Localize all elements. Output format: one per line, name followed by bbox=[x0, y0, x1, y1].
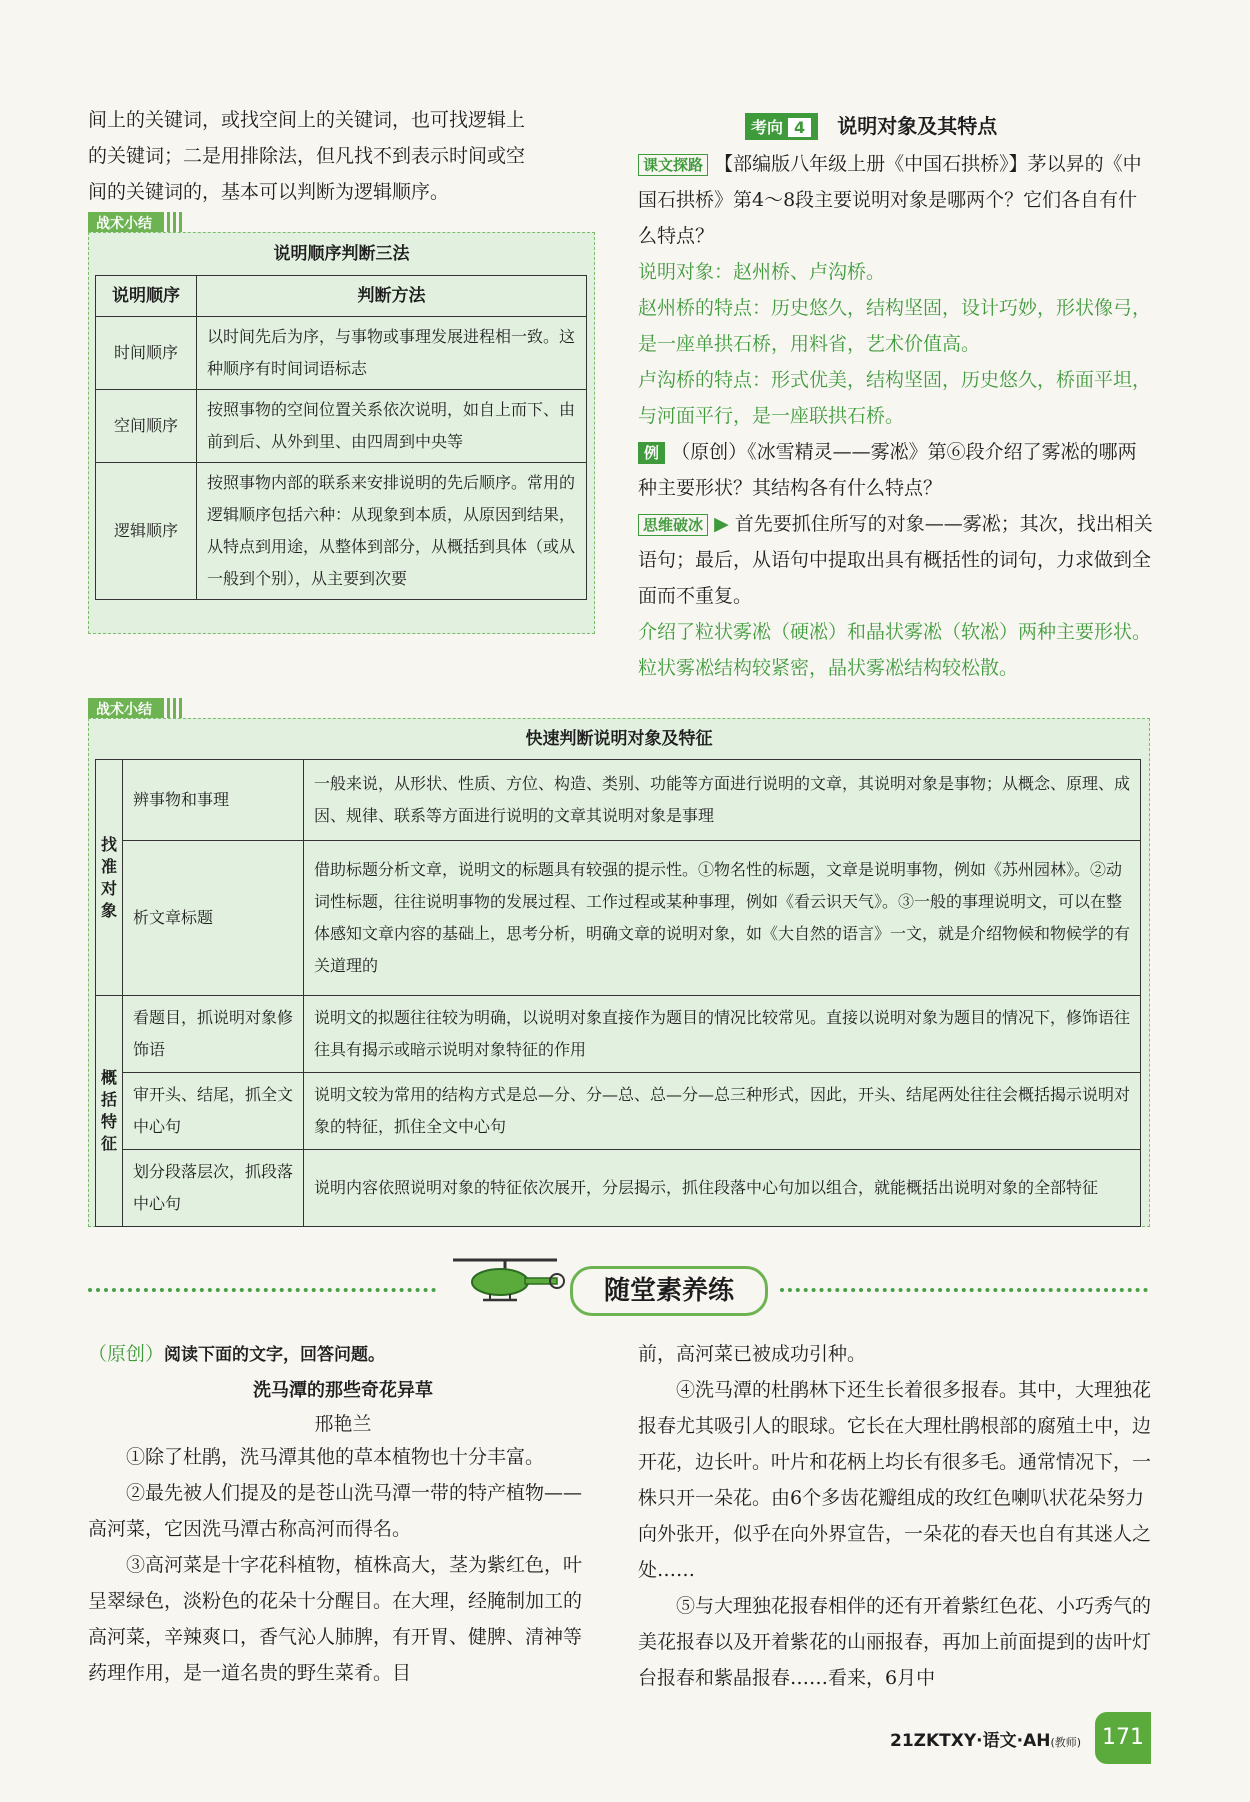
example-label: 例 bbox=[638, 442, 665, 464]
order-method: 以时间先后为序，与事物或事理发展进程相一致。这种顺序有时间词语标志 bbox=[197, 317, 587, 390]
row-name: 析文章标题 bbox=[123, 841, 304, 996]
page-number: 171 bbox=[1095, 1712, 1151, 1764]
summary2-tag: 战术小结 bbox=[88, 698, 182, 720]
answer-line: 卢沟桥的特点：形式优美，结构坚固，历史悠久，桥面平坦，与河面平行，是一座联拱石桥。 bbox=[638, 369, 1152, 427]
question: 课文探路 【部编版八年级上册《中国石拱桥》】茅以昇的《中国石拱桥》第4～8段主要说明对象是哪两个？它们各自有什么特点？ bbox=[638, 153, 1142, 247]
summary1-title: 说明顺序判断三法 bbox=[273, 244, 410, 264]
summary1-tag: 战术小结 bbox=[88, 212, 182, 234]
table-row bbox=[96, 841, 1141, 996]
divider-right bbox=[780, 1288, 1148, 1292]
summary2-box bbox=[88, 718, 1150, 1227]
group-label: 概括特征 bbox=[96, 996, 123, 1227]
paragraph: 前，高河菜已被成功引种。 bbox=[638, 1343, 867, 1365]
example: 例 （原创）《冰雪精灵——雾凇》第⑥段介绍了雾凇的哪两种主要形状？其结构各有什么特点？ bbox=[638, 441, 1137, 499]
text-line: 间上的关键词，或找空间上的关键词，也可找逻辑上 bbox=[88, 109, 526, 131]
table-row bbox=[96, 390, 587, 463]
row-desc: 一般来说，从形状、性质、方位、构造、类别、功能等方面进行说明的文章，其说明对象是事物；从概念、原理、成因、规律、联系等方面进行说明的文章其说明对象是事理 bbox=[304, 760, 1141, 841]
practice-left bbox=[88, 1336, 598, 1691]
row-desc: 说明文较为常用的结构方式是总—分、分—总、总—分—总三种形式，因此，开头、结尾两处往往会概括揭示说明对象的特征，抓住全文中心句 bbox=[304, 1073, 1141, 1150]
group-label: 找准对象 bbox=[96, 760, 123, 996]
summary1-box bbox=[88, 232, 595, 634]
kaoxiang-title: 说明对象及其特点 bbox=[837, 114, 998, 138]
paragraph: ①除了杜鹃，洗马潭其他的草本植物也十分丰富。 bbox=[126, 1446, 545, 1468]
row-desc: 借助标题分析文章，说明文的标题具有较强的提示性。①物名性的标题，文章是说明事物，例如《苏州园林》。②动词性标题，往往说明事物的发展过程、工作过程或某种事理，例如《看云识天气》。③一般的事理说明文，可以在整体感知文章内容的基础上，思考分析，明确文章的说明对象，如《大自然的语言》一文，就是介绍物候和物候学的有关道理的 bbox=[304, 841, 1141, 996]
table-row bbox=[96, 317, 587, 390]
article-title: 洗马潭的那些奇花异草 bbox=[253, 1380, 433, 1401]
table-row bbox=[96, 1150, 1141, 1227]
paragraph: ③高河菜是十字花科植物，植株高大，茎为紫红色，叶呈翠绿色，淡粉色的花朵十分醒目。在大理，经腌制加工的高河菜，辛辣爽口，香气沁人肺脾，有开胃、健脾、清神等药理作用，是一道名贵的野生菜肴。目 bbox=[88, 1554, 583, 1684]
table-row bbox=[96, 996, 1141, 1073]
example-answer: 介绍了粒状雾凇（硬凇）和晶状雾凇（软凇）两种主要形状。粒状雾凇结构较紧密，晶状雾凇结构较松散。 bbox=[638, 621, 1152, 679]
order-method: 按照事物的空间位置关系依次说明，如自上而下、由前到后、从外到里、由四周到中央等 bbox=[197, 390, 587, 463]
paragraph: ②最先被人们提及的是苍山洗马潭一带的特产植物——高河菜，它因洗马潭古称高河而得名。 bbox=[88, 1482, 583, 1540]
table-header: 判断方法 bbox=[197, 276, 587, 317]
table-row bbox=[96, 463, 587, 600]
row-name: 划分段落层次，抓段落中心句 bbox=[123, 1150, 304, 1227]
row-desc: 说明内容依照说明对象的特征依次展开，分层揭示，抓住段落中心句加以组合，就能概括出说明对象的全部特征 bbox=[304, 1150, 1141, 1227]
summary1-table bbox=[95, 275, 587, 600]
left-top-text bbox=[88, 102, 598, 210]
answer-line: 赵州桥的特点：历史悠久，结构坚固，设计巧妙，形状像弓，是一座单拱石桥，用料省，艺术价值高。 bbox=[638, 297, 1152, 355]
divider-left bbox=[88, 1288, 436, 1292]
paragraph: ⑤与大理独花报春相伴的还有开着紫红色花、小巧秀气的美花报春以及开着紫花的山丽报春，再加上前面提到的齿叶灯台报春和紫晶报春……看来，6月中 bbox=[638, 1595, 1152, 1689]
text-line: 间的关键词的，基本可以判断为逻辑顺序。 bbox=[88, 181, 450, 203]
table-row bbox=[96, 760, 1141, 841]
source-label: 课文探路 bbox=[638, 154, 708, 176]
order-name: 时间顺序 bbox=[96, 317, 197, 390]
think-label: 思维破冰 bbox=[638, 514, 708, 536]
answer-line: 说明对象：赵州桥、卢沟桥。 bbox=[638, 261, 886, 283]
intro: （原创）阅读下面的文字，回答问题。 bbox=[88, 1343, 386, 1365]
row-name: 看题目，抓说明对象修饰语 bbox=[123, 996, 304, 1073]
table-row bbox=[96, 1073, 1141, 1150]
text-line: 的关键词；二是用排除法，但凡找不到表示时间或空 bbox=[88, 145, 526, 167]
table-header: 说明顺序 bbox=[96, 276, 197, 317]
kaoxiang-header: 考向 4 说明对象及其特点 bbox=[745, 110, 997, 140]
paragraph: ④洗马潭的杜鹃林下还生长着很多报春。其中，大理独花报春尤其吸引人的眼球。它长在大理杜鹃根部的腐殖土中，边开花，边长叶。叶片和花柄上均长有很多毛。通常情况下，一株只开一朵花。由6个多齿花瓣组成的玫红色喇叭状花朵努力向外张开，似乎在向外界宣告，一朵花的春天也自有其迷人之处…… bbox=[638, 1379, 1152, 1581]
author: 邢艳兰 bbox=[314, 1413, 372, 1435]
think: 思维破冰 ▶ 首先要抓住所写的对象——雾凇；其次，找出相关语句；最后，从语句中提取出具有概括性的词句，力求做到全面而不重复。 bbox=[638, 513, 1153, 607]
summary2-table bbox=[95, 759, 1141, 1227]
summary2-title: 快速判断说明对象及特征 bbox=[525, 729, 713, 749]
kaoxiang-body bbox=[638, 146, 1154, 686]
row-name: 辨事物和事理 bbox=[123, 760, 304, 841]
order-method: 按照事物内部的联系来安排说明的先后顺序。常用的逻辑顺序包括六种：从现象到本质，从原因到结果，从特点到用途，从整体到部分，从概括到具体（或从一般到个别），从主要到次要 bbox=[197, 463, 587, 600]
play-icon: ▶ bbox=[714, 513, 729, 535]
row-name: 审开头、结尾，抓全文中心句 bbox=[123, 1073, 304, 1150]
row-desc: 说明文的拟题往往较为明确，以说明对象直接作为题目的情况比较常见。直接以说明对象为题目的情况下，修饰语往往具有揭示或暗示说明对象特征的作用 bbox=[304, 996, 1141, 1073]
helicopter-icon bbox=[445, 1250, 565, 1310]
order-name: 逻辑顺序 bbox=[96, 463, 197, 600]
section-title: 随堂素养练 bbox=[570, 1266, 768, 1316]
order-name: 空间顺序 bbox=[96, 390, 197, 463]
practice-right bbox=[638, 1336, 1154, 1696]
footer-code: 21ZKTXY·语文·AH(教师) bbox=[890, 1731, 1082, 1751]
